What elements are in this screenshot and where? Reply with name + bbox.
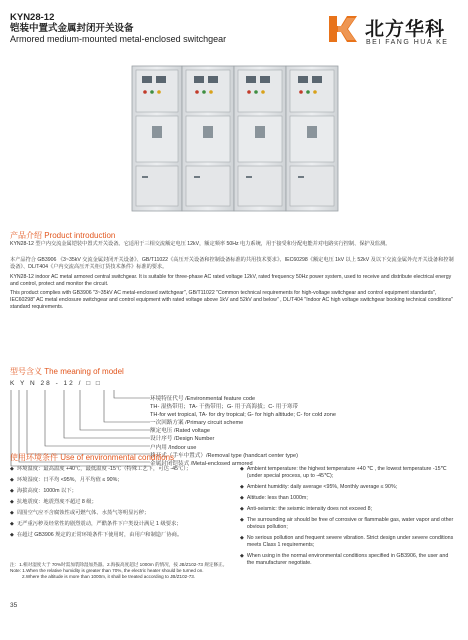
meaning-item: 移开式（手车中置式）/Removal type (handcart center type) — [150, 452, 298, 459]
hk-logo-icon — [327, 14, 361, 44]
intro-paragraph-en-1: KYN28-12 indoor AC metal armored central switchgear. It is suitable for three-phase AC rated voltage 12kV, rated frequency 50Hz power system, used to receive and distribute electrical energy and control, protect and monitor the circuit. — [10, 274, 452, 288]
list-item: ◆ Ambient temperature: the highest temperature +40 ℃ , the lowest temperature -15℃ (under special process, up to -45℃); — [240, 466, 447, 479]
model-title: KYN28-12 — [10, 12, 55, 23]
environment-list-cn — [10, 466, 220, 543]
page-number: 35 — [10, 602, 18, 609]
title-block — [10, 12, 226, 45]
environment-heading: 使用环境条件 Use of environmental conditions — [10, 453, 175, 462]
list-item: ◆ 无严重污秽及经常性的剧烈震动，严酷条件下户类设计满足 1 级要求； — [10, 521, 182, 527]
diamond-bullet-icon: ◆ — [10, 510, 14, 516]
meaning-item: 设计序号 /Design Number — [150, 436, 215, 443]
list-item: ◆ When using in the normal environmental conditions specified in GB3906, the user and the manufacturer negotiate. — [240, 553, 449, 566]
list-item: ◆ 在超过 GB3906 规定的正常环境条件下使用时，由用户和制造厂协商。 — [10, 532, 183, 538]
list-item: ◆ Anti-seismic: the seismic intensity does not exceed 8; — [240, 506, 372, 512]
meaning-item: 一次回路方案 /Primary circuit scheme — [150, 420, 244, 427]
meaning-item: 额定电压 /Rated voltage — [150, 428, 211, 435]
model-code: K Y N 28 - 12 / □ □ — [10, 380, 102, 387]
list-item: ◆ 环境温度：最高温度 +40℃，最低温度 -15℃（特殊工艺下，可达 -45℃）； — [10, 466, 192, 472]
brand-logo — [327, 14, 457, 54]
intro-heading: 产品介绍 Product introduction — [10, 231, 116, 240]
meaning-heading: 型号含义 The meaning of model — [10, 367, 124, 376]
diamond-bullet-icon: ◆ — [10, 488, 14, 494]
diamond-bullet-icon: ◆ — [240, 517, 244, 523]
footnote-en-2: 2.Where the altitude is more than 1000m, it shall be treated according to JB/Z102-73. — [22, 574, 196, 580]
list-item: ◆ The surrounding air should be free of corrosive or flammable gas, water vapor and other obvious pollution; — [240, 517, 454, 530]
diamond-bullet-icon: ◆ — [240, 535, 244, 541]
list-item: ◆ 周围空气应不含腐蚀性或可燃气体、水蒸气等明显污秽； — [10, 510, 150, 516]
diamond-bullet-icon: ◆ — [10, 532, 14, 538]
diamond-bullet-icon: ◆ — [240, 506, 244, 512]
intro-paragraph-cn-1: KYN28-12 型户内交流金属铠装中置式开关设备。它适用于三相交流额定电压 12kV，额定频率 50Hz 电力系统，用于接受和分配电能并对电路实行控制、保护及监测。 — [10, 241, 391, 247]
list-item: ◆ Altitude: less than 1000m; — [240, 495, 308, 501]
product-title-en: Armored medium-mounted metal-enclosed switchgear — [10, 34, 227, 44]
list-item: ◆ 海拔高度：1000m 以下； — [10, 488, 77, 494]
list-item: ◆ 抗地震度：地震烈度不超过 8 级； — [10, 499, 97, 505]
footnote — [10, 562, 450, 581]
brand-name-cn: 北方华科 — [365, 18, 446, 40]
environment-list-en — [240, 466, 456, 571]
list-item: ◆ 环境湿度：日平均 <95%，月平均值 ≤ 90%； — [10, 477, 123, 483]
meaning-item: 户内用 /Indoor use — [150, 444, 197, 451]
footnote-cn: 注：1.相对湿度大于 70%时需加装除湿加热器。2.海拔高度超过 1000m 的情况，按 JB/Z102-73 规定修正。 — [10, 562, 228, 567]
diamond-bullet-icon: ◆ — [240, 553, 244, 559]
switchgear-photo — [112, 58, 355, 214]
meaning-item: 环境特征代号 /Environmental feature code — [150, 396, 256, 402]
brand-name-en: BEI FANG HUA KE — [366, 39, 449, 46]
footnote-en-1: Note: 1.When the relative humidity is greater than 70%, the electric heater should be turned on. — [10, 568, 204, 574]
diamond-bullet-icon: ◆ — [240, 484, 244, 490]
diamond-bullet-icon: ◆ — [240, 466, 244, 472]
meaning-item: TH-for wet tropical, TA- for dry tropical; G- for high altitude; C- for cold zone — [150, 412, 337, 419]
meaning-item: TH- 湿热带用；TA- 干热带用；G- 用于高海拔；C- 用于寒带 — [150, 404, 299, 411]
meaning-item: 金属封闭铠装式 /Metal-enclosed armored — [150, 460, 253, 467]
list-item: ◆ No serious pollution and frequent severe vibration. Strict design under severe conditions meets Class 1 requirements; — [240, 535, 454, 548]
product-title-cn: 铠装中置式金属封闭开关设备 — [10, 23, 134, 34]
diamond-bullet-icon: ◆ — [10, 499, 14, 505]
meaning-list — [150, 395, 336, 468]
intro-paragraph-en-2: This product complies with GB3906 "3~35kV AC metal-enclosed switchgear", GB/T11022 "Common technical requirements for high-voltage switchgear and control equipment standards", IEC60298" AC metal enclosure switchgear and control equipment with rated voltage above 1kV and 52kV and below" , DL/T404 "Indoor AC high voltage switchgear booking technical conditions" standard requirements. — [10, 290, 454, 311]
diamond-bullet-icon: ◆ — [10, 477, 14, 483]
intro-paragraph-cn-2: 本产品符合 GB3906 《3~35kV 交流金属封闭开关设备》、GB/T11022《高压开关设备和控制设备标准的共用技术要求》、IEC60298《额定电压 1kV 以上 52kV 及以下交流金属外壳开关设备和控制设备》、DL/T404《户内交流高压开关柜订货技术条件》标准的要求。 — [10, 257, 454, 271]
diamond-bullet-icon: ◆ — [10, 521, 14, 527]
list-item: ◆ Ambient humidity: daily average <95%, Monthly average ≤ 90%; — [240, 484, 398, 490]
diamond-bullet-icon: ◆ — [240, 495, 244, 501]
diamond-bullet-icon: ◆ — [10, 466, 14, 472]
